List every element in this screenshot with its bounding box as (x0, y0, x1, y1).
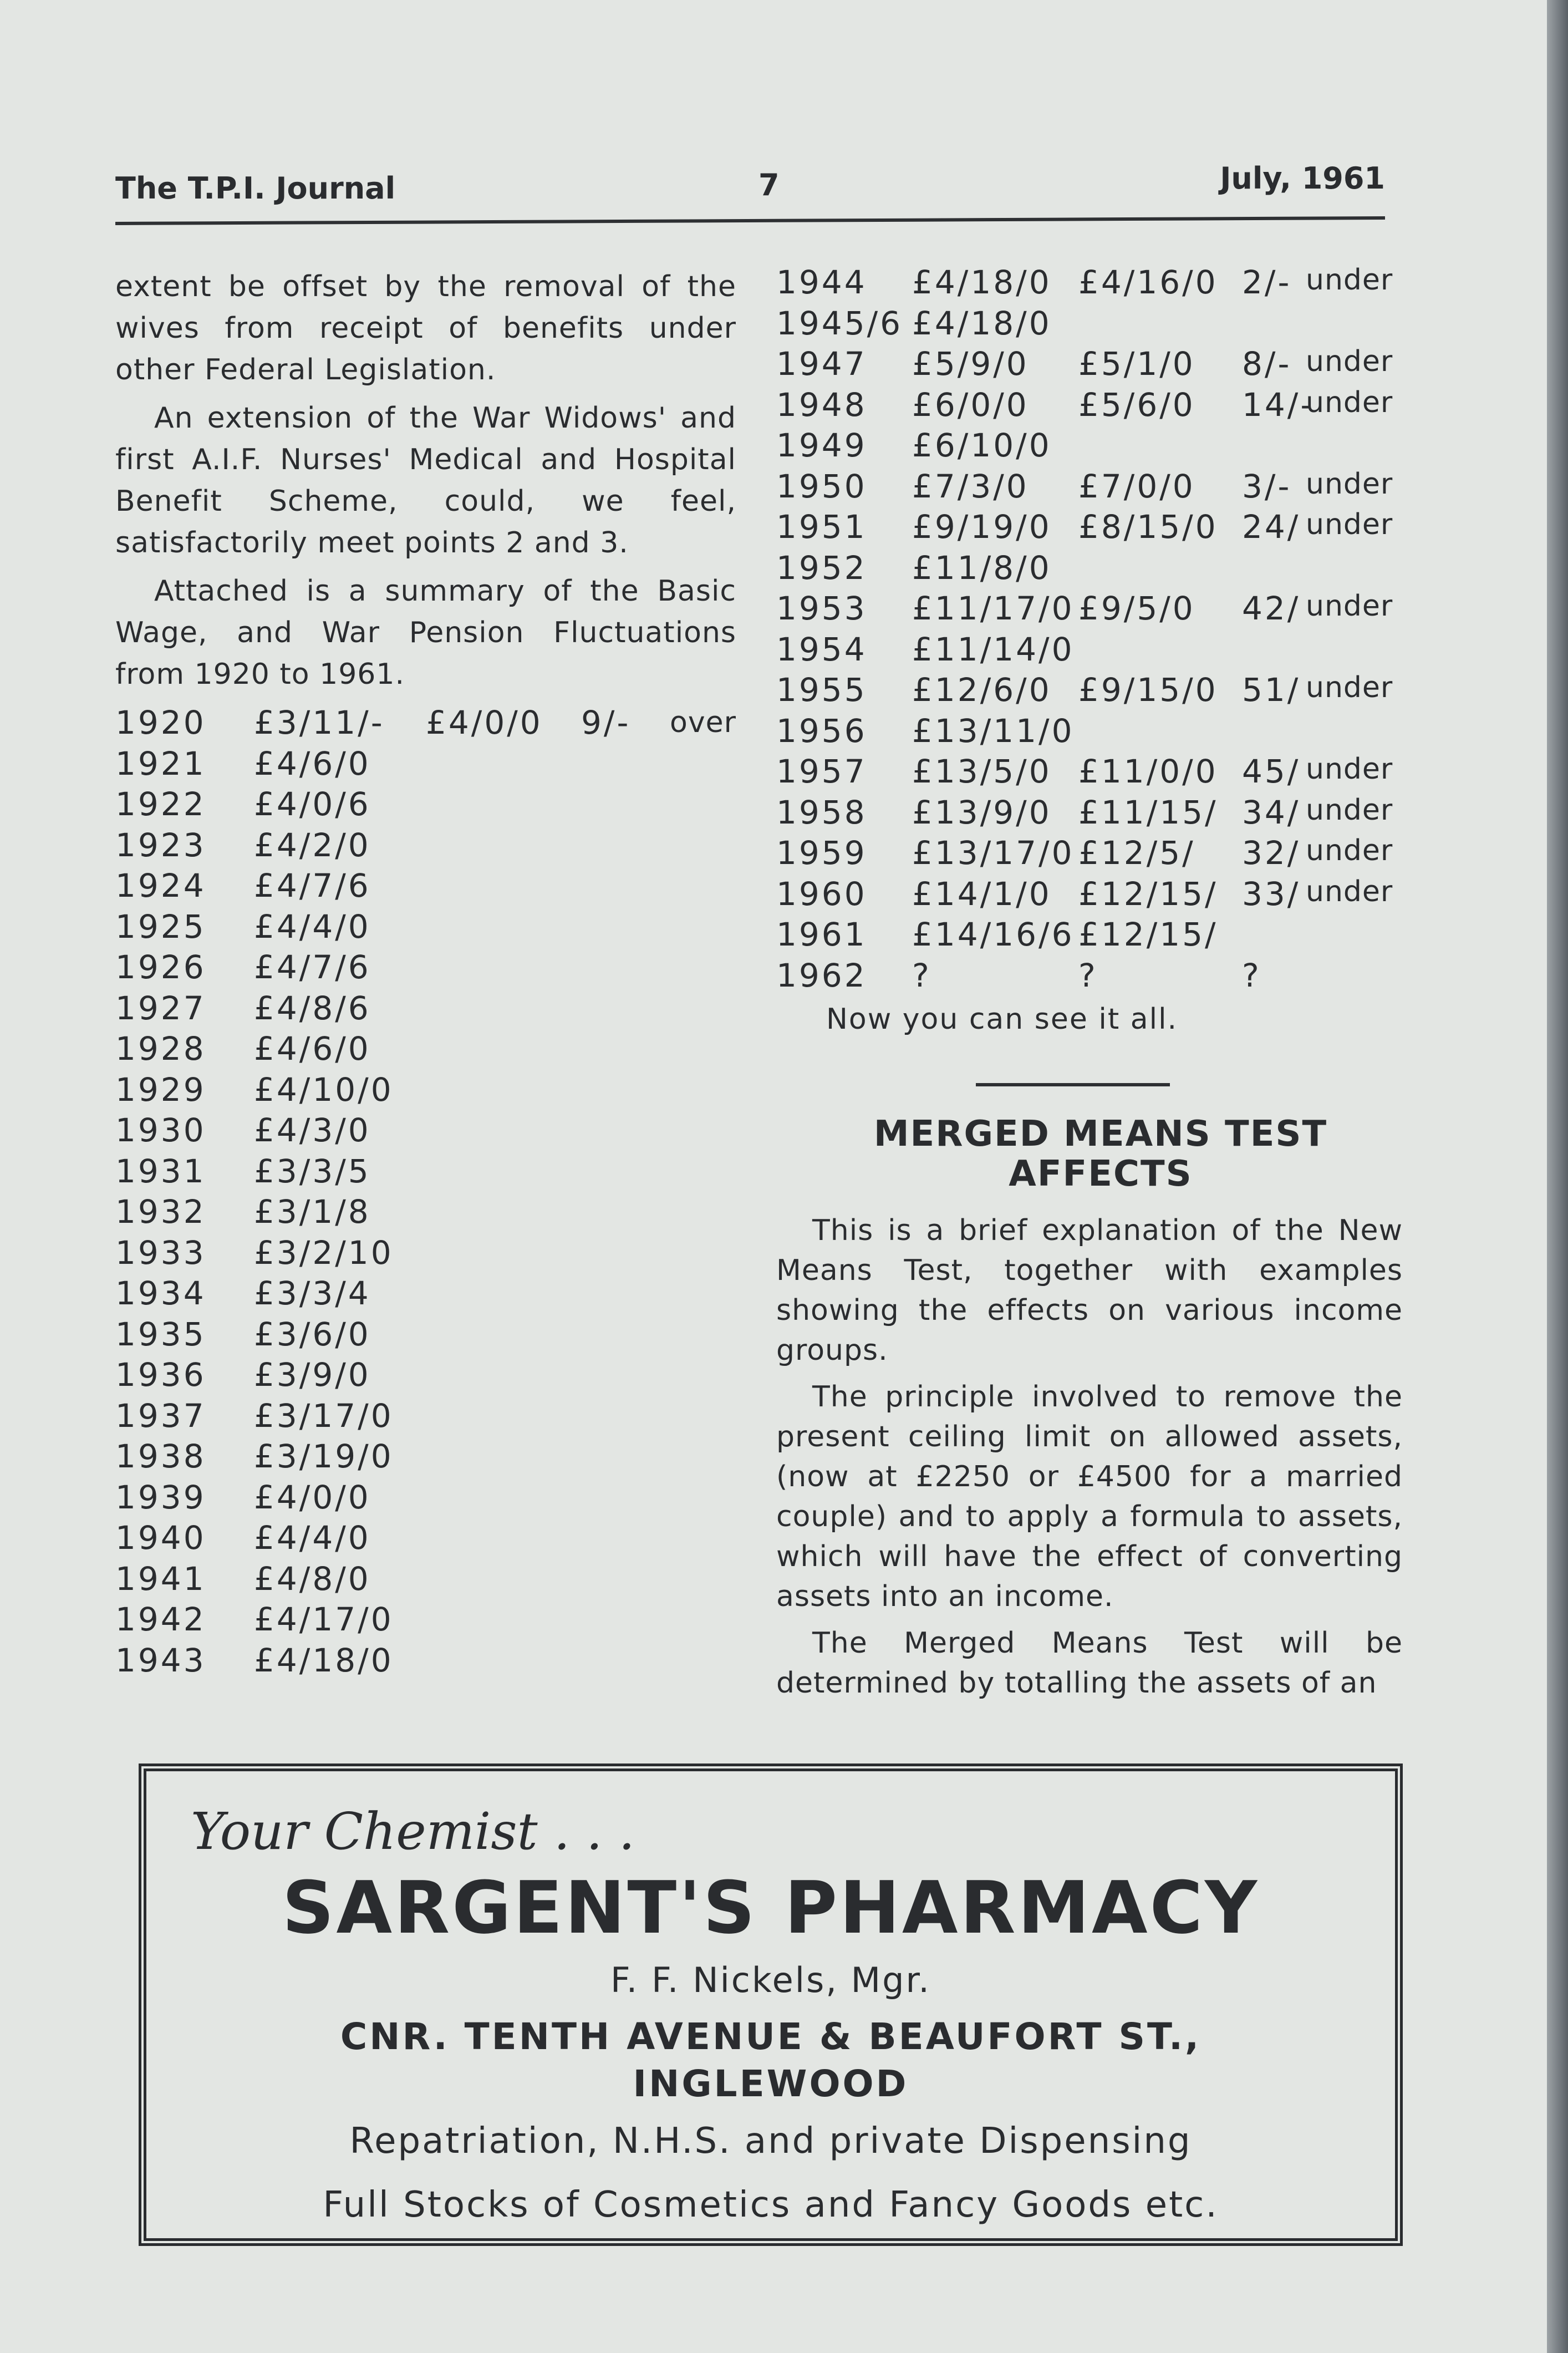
table-row (115, 1517, 736, 1558)
table-cell-pension: £11/15/ (1078, 793, 1218, 831)
table-cell-diff: 3/- (1242, 467, 1292, 505)
table-cell-pension: ? (1078, 956, 1098, 994)
table-cell-year: 1947 (776, 345, 867, 383)
table-cell-wage: £4/8/0 (254, 1559, 371, 1598)
section-divider (976, 1083, 1170, 1086)
table-row (115, 1069, 736, 1110)
table-cell-year: 1951 (776, 508, 867, 546)
table-row (115, 1191, 736, 1232)
table-cell-year: 1944 (776, 263, 867, 301)
table-cell-wage: £14/16/6 (912, 916, 1075, 953)
table-row (115, 865, 736, 906)
page-number: 7 (758, 167, 780, 202)
table-cell-diff: ? (1242, 956, 1261, 994)
table-row (776, 957, 1403, 998)
table-cell-year: 1928 (115, 1030, 206, 1068)
table-cell-wage: £4/4/0 (254, 907, 371, 946)
table-cell-note: under (1306, 834, 1393, 867)
table-row (776, 508, 1403, 549)
ad-lead: Your Chemist . . . (191, 1802, 635, 1861)
table-cell-year: 1949 (776, 426, 867, 464)
table-cell-diff: 9/- (581, 704, 631, 741)
table-row (776, 916, 1403, 957)
table-row (776, 426, 1403, 467)
paragraph: An extension of the War Widows' and first A.I.F. Nurses' Medical and Hospital Benefit Scheme, could, we feel, satisfactorily meet points 2 and 3. (115, 402, 736, 560)
table-cell-year: 1957 (776, 753, 867, 790)
wage-pension-table-left (115, 702, 736, 1680)
table-row (115, 1314, 736, 1355)
table-cell-year: 1956 (776, 712, 867, 750)
table-cell-note: under (1306, 875, 1393, 908)
table-row (115, 947, 736, 988)
table-cell-year: 1921 (115, 744, 206, 782)
table-cell-year: 1929 (115, 1070, 206, 1109)
table-row (115, 1110, 736, 1151)
paragraph: Attached is a summary of the Basic Wage, and War Pension Fluctuations from 1920 to 1961. (115, 575, 736, 691)
table-cell-wage: £13/9/0 (912, 793, 1052, 831)
table-row (776, 794, 1403, 835)
table-cell-wage: £4/17/0 (254, 1600, 394, 1638)
table-row (776, 467, 1403, 509)
table-cell-wage: £13/11/0 (912, 712, 1075, 750)
table-cell-diff: 8/- (1242, 345, 1292, 383)
table-cell-wage: £13/5/0 (912, 753, 1052, 790)
heading-line: MERGED MEANS TEST (873, 1114, 1328, 1155)
table-cell-wage: £4/10/0 (254, 1070, 394, 1109)
table-cell-year: 1959 (776, 834, 867, 872)
table-cell-diff: 2/- (1242, 263, 1292, 301)
page-header (115, 161, 1385, 211)
table-cell-year: 1923 (115, 826, 206, 864)
left-column (115, 266, 736, 1680)
table-cell-pension: £8/15/0 (1078, 508, 1218, 546)
table-row (776, 386, 1403, 427)
table-cell-pension: £5/1/0 (1078, 345, 1195, 383)
journal-title: The T.P.I. Journal (115, 171, 396, 206)
ad-business-name: SARGENT'S PHARMACY (282, 1866, 1260, 1950)
table-cell-wage: £6/0/0 (912, 385, 1029, 424)
table-row (776, 753, 1403, 794)
table-cell-year: 1933 (115, 1233, 206, 1272)
table-cell-wage: £11/14/0 (912, 630, 1075, 668)
table-cell-diff: 32/ (1242, 834, 1301, 872)
table-cell-diff: 33/ (1242, 875, 1301, 913)
table-cell-wage: £11/8/0 (912, 548, 1052, 587)
table-cell-year: 1920 (115, 704, 206, 741)
table-cell-year: 1925 (115, 907, 206, 946)
journal-spine (1547, 0, 1568, 2353)
table-row (115, 1028, 736, 1069)
table-cell-year: 1945/6 (776, 304, 903, 342)
table-cell-year: 1930 (115, 1111, 206, 1149)
table-cell-wage: £4/8/6 (254, 989, 371, 1027)
table-row (115, 1477, 736, 1518)
table-cell-note: under (1306, 467, 1393, 501)
table-cell-wage: £3/11/- (254, 704, 385, 741)
pharmacy-advertisement (139, 1764, 1403, 2246)
table-cell-wage: £4/6/0 (254, 1030, 371, 1068)
table-cell-pension: £9/5/0 (1078, 589, 1195, 627)
closing-line: Now you can see it all. (826, 1003, 1178, 1036)
table-cell-wage: £4/0/6 (254, 785, 371, 823)
table-cell-year: 1950 (776, 467, 867, 505)
table-row (115, 1558, 736, 1599)
table-cell-year: 1937 (115, 1396, 206, 1435)
table-cell-wage: £4/2/0 (254, 826, 371, 864)
table-cell-wage: £4/18/0 (912, 304, 1052, 342)
paragraph: The Merged Means Test will be determined by totalling the assets of an (776, 1627, 1403, 1700)
paragraph: extent be offset by the removal of the wives from receipt of benefits under other Federal Legislation. (115, 270, 736, 387)
table-cell-wage: £3/9/0 (254, 1356, 371, 1394)
table-cell-year: 1936 (115, 1356, 206, 1394)
table-row (115, 1640, 736, 1681)
section-heading (798, 1114, 1403, 1194)
ad-manager: F. F. Nickels, Mgr. (610, 1960, 931, 2000)
table-cell-year: 1938 (115, 1437, 206, 1475)
table-row (115, 906, 736, 947)
table-row (776, 589, 1403, 631)
table-cell-note: under (1306, 263, 1393, 297)
table-row (776, 671, 1403, 712)
table-cell-wage: £4/18/0 (912, 263, 1052, 301)
table-cell-wage: £4/4/0 (254, 1519, 371, 1557)
table-cell-year: 1955 (776, 671, 867, 709)
table-row (776, 875, 1403, 916)
table-cell-year: 1939 (115, 1478, 206, 1516)
table-cell-note: under (1306, 753, 1393, 786)
issue-date: July, 1961 (1220, 161, 1385, 196)
right-column (776, 263, 1403, 1710)
table-cell-year: 1934 (115, 1274, 206, 1312)
table-row (115, 1395, 736, 1436)
table-cell-wage: £4/7/6 (254, 948, 371, 986)
table-cell-wage: £4/3/0 (254, 1111, 371, 1149)
table-cell-wage: £3/19/0 (254, 1437, 394, 1475)
table-row (115, 702, 736, 743)
table-cell-pension: £11/0/0 (1078, 753, 1218, 790)
table-cell-diff: 24/ (1242, 508, 1301, 546)
table-cell-wage: ? (912, 956, 931, 994)
table-cell-pension: £4/16/0 (1078, 263, 1218, 301)
ad-services: Full Stocks of Cosmetics and Fancy Goods etc. (323, 2184, 1219, 2225)
table-cell-wage: £4/18/0 (254, 1641, 394, 1679)
table-cell-wage: £13/17/0 (912, 834, 1075, 872)
table-cell-pension: £12/15/ (1078, 875, 1218, 913)
table-cell-year: 1948 (776, 385, 867, 424)
header-rule (115, 216, 1385, 225)
table-cell-year: 1924 (115, 867, 206, 904)
table-cell-note: under (1306, 345, 1393, 378)
table-cell-year: 1922 (115, 785, 206, 823)
table-cell-pension: £7/0/0 (1078, 467, 1195, 505)
table-cell-year: 1941 (115, 1559, 206, 1598)
table-row (115, 1436, 736, 1477)
table-cell-wage: £14/1/0 (912, 875, 1052, 913)
table-cell-year: 1926 (115, 948, 206, 986)
table-row (115, 1599, 736, 1640)
table-row (776, 834, 1403, 875)
table-cell-year: 1961 (776, 916, 867, 953)
table-cell-year: 1962 (776, 956, 867, 994)
table-cell-year: 1931 (115, 1152, 206, 1190)
table-row (115, 1273, 736, 1314)
table-row (776, 304, 1403, 345)
table-cell-year: 1943 (115, 1641, 206, 1679)
table-cell-year: 1960 (776, 875, 867, 913)
table-row (776, 549, 1403, 590)
table-row (776, 345, 1403, 386)
table-cell-wage: £4/0/0 (254, 1478, 371, 1516)
table-cell-year: 1932 (115, 1193, 206, 1231)
table-row (115, 743, 736, 784)
table-cell-diff: 45/ (1242, 753, 1301, 790)
ad-address: INGLEWOOD (633, 2062, 909, 2105)
table-cell-year: 1927 (115, 989, 206, 1027)
ad-services: Repatriation, N.H.S. and private Dispensing (349, 2121, 1192, 2162)
table-cell-pension: £12/15/ (1078, 916, 1218, 953)
table-cell-wage: £4/6/0 (254, 744, 371, 782)
table-row (115, 825, 736, 866)
table-cell-year: 1952 (776, 548, 867, 587)
paragraph: The principle involved to remove the present ceiling limit on allowed assets, (now at £2250 or £4500 for a married couple) and to apply a formula to assets, which will have the effect of converting assets into an income. (776, 1380, 1403, 1613)
table-cell-note: under (1306, 589, 1393, 623)
table-cell-note: under (1306, 671, 1393, 704)
ad-address: CNR. TENTH AVENUE & BEAUFORT ST., (340, 2015, 1202, 2058)
table-row (776, 631, 1403, 672)
table-cell-year: 1940 (115, 1519, 206, 1557)
table-cell-diff: 14/- (1242, 385, 1315, 424)
table-cell-wage: £3/6/0 (254, 1315, 371, 1353)
table-cell-note: under (1306, 508, 1393, 541)
table-row (115, 784, 736, 825)
table-cell-year: 1958 (776, 793, 867, 831)
table-row (776, 263, 1403, 304)
table-cell-year: 1935 (115, 1315, 206, 1353)
table-cell-year: 1954 (776, 630, 867, 668)
table-cell-wage: £7/3/0 (912, 467, 1029, 505)
table-cell-diff: 51/ (1242, 671, 1301, 709)
table-cell-year: 1942 (115, 1600, 206, 1638)
table-row (115, 1354, 736, 1395)
table-row (115, 1232, 736, 1273)
wage-pension-table-right (776, 263, 1403, 997)
table-cell-wage: £12/6/0 (912, 671, 1052, 709)
table-cell-wage: £3/1/8 (254, 1193, 371, 1231)
heading-line: AFFECTS (1009, 1153, 1193, 1195)
table-cell-pension: £5/6/0 (1078, 385, 1195, 424)
table-cell-wage: £3/3/4 (254, 1274, 371, 1312)
table-cell-wage: £5/9/0 (912, 345, 1029, 383)
table-cell-pension: £4/0/0 (426, 704, 543, 741)
table-cell-diff: 34/ (1242, 793, 1301, 831)
table-row (776, 712, 1403, 753)
table-cell-wage: £3/17/0 (254, 1396, 394, 1435)
table-cell-note: over (670, 706, 736, 739)
table-row (115, 988, 736, 1029)
table-cell-wage: £3/2/10 (254, 1233, 394, 1272)
table-cell-wage: £11/17/0 (912, 589, 1075, 627)
table-cell-pension: £9/15/0 (1078, 671, 1218, 709)
table-cell-note: under (1306, 793, 1393, 827)
table-row (115, 1151, 736, 1192)
table-cell-pension: £12/5/ (1078, 834, 1195, 872)
table-cell-diff: 42/ (1242, 589, 1301, 627)
table-cell-year: 1953 (776, 589, 867, 627)
table-cell-wage: £9/19/0 (912, 508, 1052, 546)
table-cell-wage: £3/3/5 (254, 1152, 371, 1190)
table-cell-wage: £6/10/0 (912, 426, 1052, 464)
table-cell-wage: £4/7/6 (254, 867, 371, 904)
paragraph: This is a brief explanation of the New Means Test, together with examples showing the effects on various income groups. (776, 1214, 1403, 1367)
table-cell-note: under (1306, 385, 1393, 419)
